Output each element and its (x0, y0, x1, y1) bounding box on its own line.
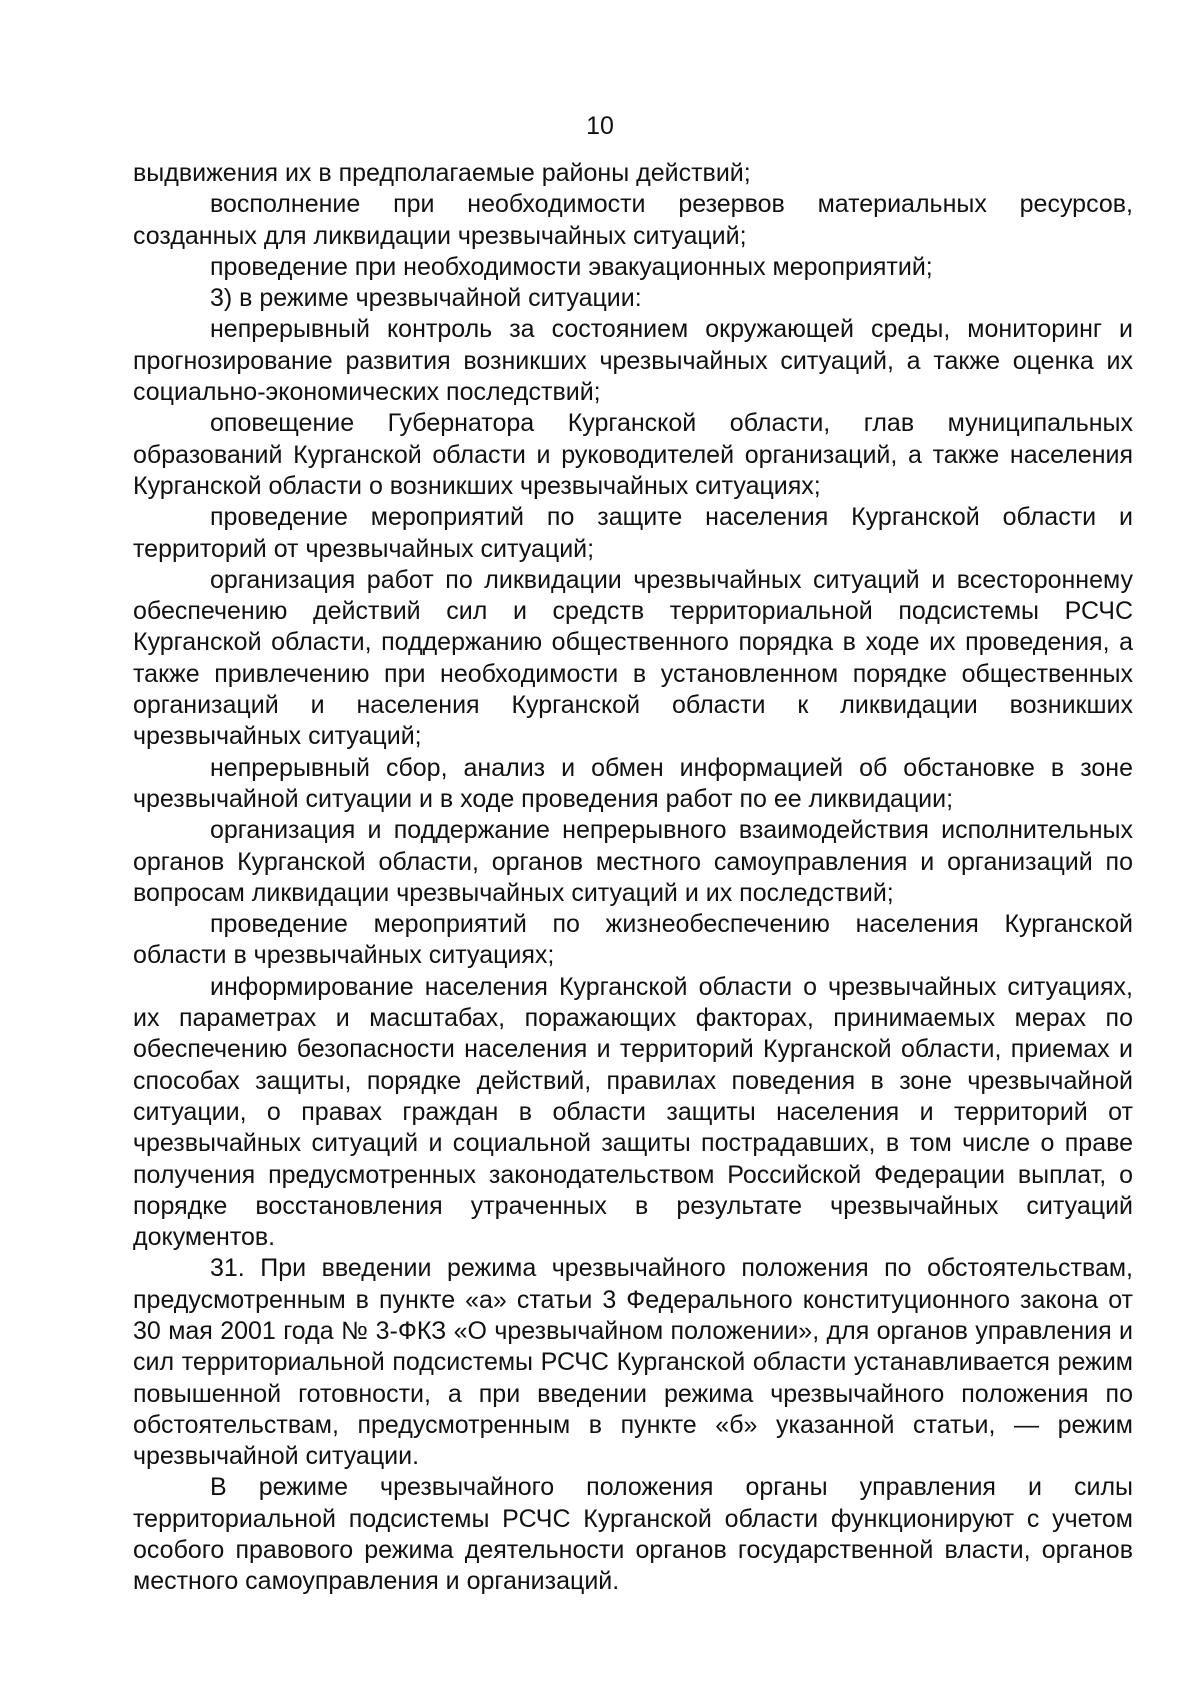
paragraph: проведение мероприятий по защите населения Курганской области и территорий от чрезвычайных ситуаций; (133, 503, 1133, 563)
paragraph-continuation: выдвижения их в предполагаемые районы действий; (133, 159, 751, 187)
paragraph: восполнение при необходимости резервов материальных ресурсов, созданных для ликвидации чрезвычайных ситуаций; (133, 190, 1133, 250)
paragraph: непрерывный сбор, анализ и обмен информацией об обстановке в зоне чрезвычайной ситуации и в ходе проведения работ по ее ликвидации; (133, 753, 1133, 813)
paragraph: проведение мероприятий по жизнеобеспечению населения Курганской области в чрезвычайных ситуациях; (133, 910, 1133, 970)
paragraph: оповещение Губернатора Курганской области, глав муниципальных образований Курганской области и руководителей организаций, а также населения Курганской области о возникших чрезвычайных ситуациях; (133, 409, 1133, 500)
paragraph: В режиме чрезвычайного положения органы управления и силы территориальной подсистемы РСЧС Курганской области функционируют с учетом особого правового режима деятельности органов государственной власти, органов местного самоуправления и организаций. (133, 1473, 1133, 1596)
paragraph: проведение при необходимости эвакуационных мероприятий; (210, 252, 933, 281)
paragraph-item-31: 31. При введении режима чрезвычайного положения по обстоятельствам, предусмотренным в пункте «а» статьи 3 Федерального конституционного закона от 30 мая 2001 года № 3-ФКЗ «О чрезвычайном положении», для органов управления и сил территориальной подсистемы РСЧС Курганской области устанавливается режим повышенной готовности, а при введении режима чрезвычайного положения по обстоятельствам, предусмотренным в пункте «б» указанной статьи, — режим чрезвычайной ситуации. (133, 1254, 1133, 1471)
paragraph: информирование населения Курганской области о чрезвычайных ситуациях, их параметрах и масштабах, поражающих факторах, принимаемых мерах по обеспечению безопасности населения и территорий Курганской области, приемах и способах защиты, порядке действий, правилах поведения в зоне чрезвычайной ситуации, о правах граждан в области защиты населения и территорий от чрезвычайных ситуаций и социальной защиты пострадавших, в том числе о праве получения предусмотренных законодательством Российской Федерации выплат, о порядке восстановления утраченных в результате чрезвычайных ситуаций документов. (133, 972, 1133, 1252)
paragraph: непрерывный контроль за состоянием окружающей среды, мониторинг и прогнозирование развития возникших чрезвычайных ситуаций, а также оценка их социально-экономических последствий; (133, 315, 1133, 407)
document-body (133, 158, 1133, 1598)
paragraph: 3) в режиме чрезвычайной ситуации: (210, 284, 642, 313)
paragraph: организация работ по ликвидации чрезвычайных ситуаций и всестороннему обеспечению действий сил и средств территориальной подсистемы РСЧС Курганской области, поддержанию общественного порядка в ходе их проведения, а также привлечению при необходимости в установленном порядке общественных организаций и населения Курганской области к ликвидации возникших чрезвычайных ситуаций; (133, 565, 1133, 751)
page-number: 10 (586, 112, 614, 140)
paragraph: организация и поддержание непрерывного взаимодействия исполнительных органов Курганской области, органов местного самоуправления и организаций по вопросам ликвидации чрезвычайных ситуаций и их последствий; (133, 816, 1133, 907)
